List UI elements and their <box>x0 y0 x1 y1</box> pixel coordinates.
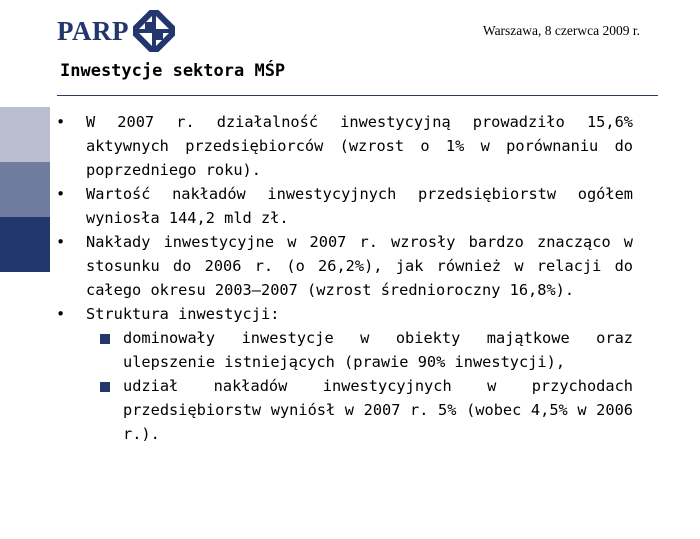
title-divider <box>57 95 658 96</box>
bullet-list <box>56 110 633 446</box>
bullet-marker: • <box>56 233 66 251</box>
bullet-text: Nakłady inwestycyjne w 2007 r. wzrosły bardzo znacząco w stosunku do 2006 r. (o 26,2%), jak również w relacji do całego okresu 2003–2007 (wzrost średnioroczny 16,8%). <box>86 233 633 299</box>
square-bullet-icon <box>100 382 110 392</box>
bullet-item <box>56 230 633 302</box>
parp-logo <box>57 10 175 52</box>
bullet-item <box>56 110 633 182</box>
slide-title: Inwestycje sektora MŚP <box>60 61 286 81</box>
sub-bullet-item <box>86 326 633 374</box>
sub-bullet-text: dominowały inwestycje w obiekty majątkowe oraz ulepszenie istniejących (prawie 90% inwestycji), <box>123 329 633 371</box>
bullet-text: Struktura inwestycji: <box>86 305 280 323</box>
sub-bullet-text: udział nakładów inwestycyjnych w przychodach przedsiębiorstw wyniósł w 2007 r. 5% (wobec 4,5% w 2006 r.). <box>123 377 633 443</box>
bullet-marker: • <box>56 113 66 131</box>
side-block-mid <box>0 162 50 217</box>
bullet-marker: • <box>56 305 66 323</box>
side-block-dark <box>0 217 50 272</box>
bullet-marker: • <box>56 185 66 203</box>
bullet-text: Wartość nakładów inwestycyjnych przedsiębiorstw ogółem wyniosła 144,2 mld zł. <box>86 185 633 227</box>
bullet-text: W 2007 r. działalność inwestycyjną prowadziło 15,6% aktywnych przedsiębiorców (wzrost o 1% w porównaniu do poprzedniego roku). <box>86 113 633 179</box>
sub-bullet-list <box>86 326 633 446</box>
square-bullet-icon <box>100 334 110 344</box>
bullet-item <box>56 182 633 230</box>
sub-bullet-item <box>86 374 633 446</box>
date-label: Warszawa, 8 czerwca 2009 r. <box>482 23 640 38</box>
content-body <box>56 110 633 446</box>
bullet-item <box>56 302 633 446</box>
parp-emblem-icon <box>133 10 175 52</box>
logo-text: PARP <box>57 15 129 46</box>
side-block-light <box>0 107 50 162</box>
